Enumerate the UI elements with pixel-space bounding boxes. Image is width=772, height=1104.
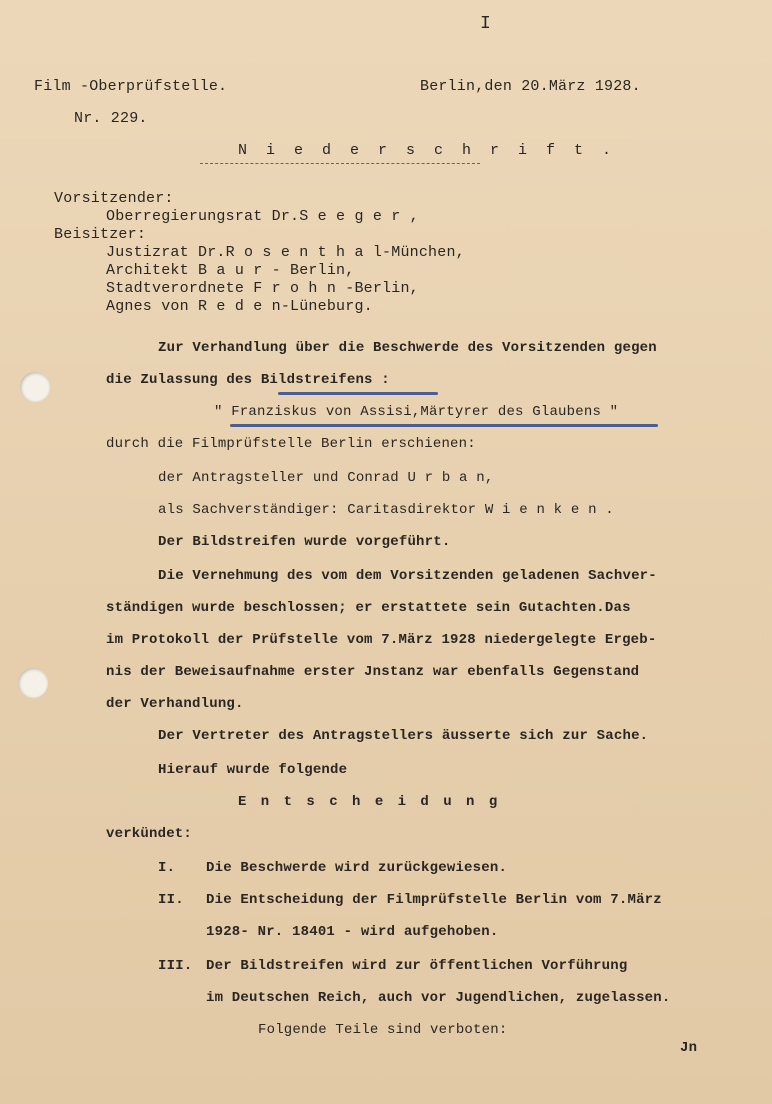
decision-text: Die Beschwerde wird zurückgewiesen. [206, 860, 508, 876]
decision-number: II. [158, 892, 184, 908]
page-mark: I [480, 14, 492, 34]
document-number: Nr. 229. [74, 110, 148, 127]
body-line: Die Vernehmung des vom dem Vorsitzenden geladenen Sachver- [158, 568, 657, 584]
body-line: nis der Beweisaufnahme erster Jnstanz war ebenfalls Gegenstand [106, 664, 640, 680]
document-title: N i e d e r s c h r i f t . [238, 142, 617, 159]
body-line: im Protokoll der Prüfstelle vom 7.März 1928 niedergelegte Ergeb- [106, 632, 657, 648]
body-line: durch die Filmprüfstelle Berlin erschienen: [106, 436, 476, 452]
punch-hole-top [20, 372, 50, 402]
decision-number: I. [158, 860, 176, 876]
body-line: Der Bildstreifen wurde vorgeführt. [158, 534, 451, 550]
assessor-4: Agnes von R e d e n-Lüneburg. [106, 298, 373, 315]
chair-name: Oberregierungsrat Dr.S e e g e r , [106, 208, 419, 225]
decision-text: 1928- Nr. 18401 - wird aufgehoben. [206, 924, 499, 940]
catchword: Jn [680, 1040, 698, 1056]
assessor-3: Stadtverordnete F r o h n -Berlin, [106, 280, 419, 297]
body-line: ständigen wurde beschlossen; er erstattete sein Gutachten.Das [106, 600, 631, 616]
body-line: der Antragsteller und Conrad U r b a n, [158, 470, 494, 486]
body-line: Zur Verhandlung über die Beschwerde des Vorsitzenden gegen [158, 340, 657, 356]
decision-text: im Deutschen Reich, auch vor Jugendlichen, zugelassen. [206, 990, 671, 1006]
body-line: der Verhandlung. [106, 696, 244, 712]
body-line: Hierauf wurde folgende [158, 762, 348, 778]
ink-underline-film-word [278, 392, 438, 395]
assessor-1: Justizrat Dr.R o s e n t h a l-München, [106, 244, 465, 261]
decision-heading: E n t s c h e i d u n g [238, 794, 501, 810]
ink-underline-film-title [230, 424, 658, 427]
decision-text: Die Entscheidung der Filmprüfstelle Berlin vom 7.März [206, 892, 662, 908]
place-date: Berlin,den 20.März 1928. [420, 78, 641, 95]
body-line: die Zulassung des Bildstreifens : [106, 372, 390, 388]
body-line: als Sachverständiger: Caritasdirektor W i e n k e n . [158, 502, 614, 518]
title-underline [200, 163, 480, 164]
assessor-2: Architekt B a u r - Berlin, [106, 262, 355, 279]
office-name: Film -Oberprüfstelle. [34, 78, 228, 95]
decision-text: Der Bildstreifen wird zur öffentlichen Vorführung [206, 958, 628, 974]
assessors-label: Beisitzer: [54, 226, 147, 243]
punch-hole-bottom [18, 668, 48, 698]
chair-label: Vorsitzender: [54, 190, 174, 207]
film-title: " Franziskus von Assisi,Märtyrer des Glaubens " [214, 404, 619, 420]
announced-label: verkündet: [106, 826, 193, 842]
decision-number: III. [158, 958, 193, 974]
closing-line: Folgende Teile sind verboten: [258, 1022, 508, 1038]
body-line: Der Vertreter des Antragstellers äusserte sich zur Sache. [158, 728, 649, 744]
